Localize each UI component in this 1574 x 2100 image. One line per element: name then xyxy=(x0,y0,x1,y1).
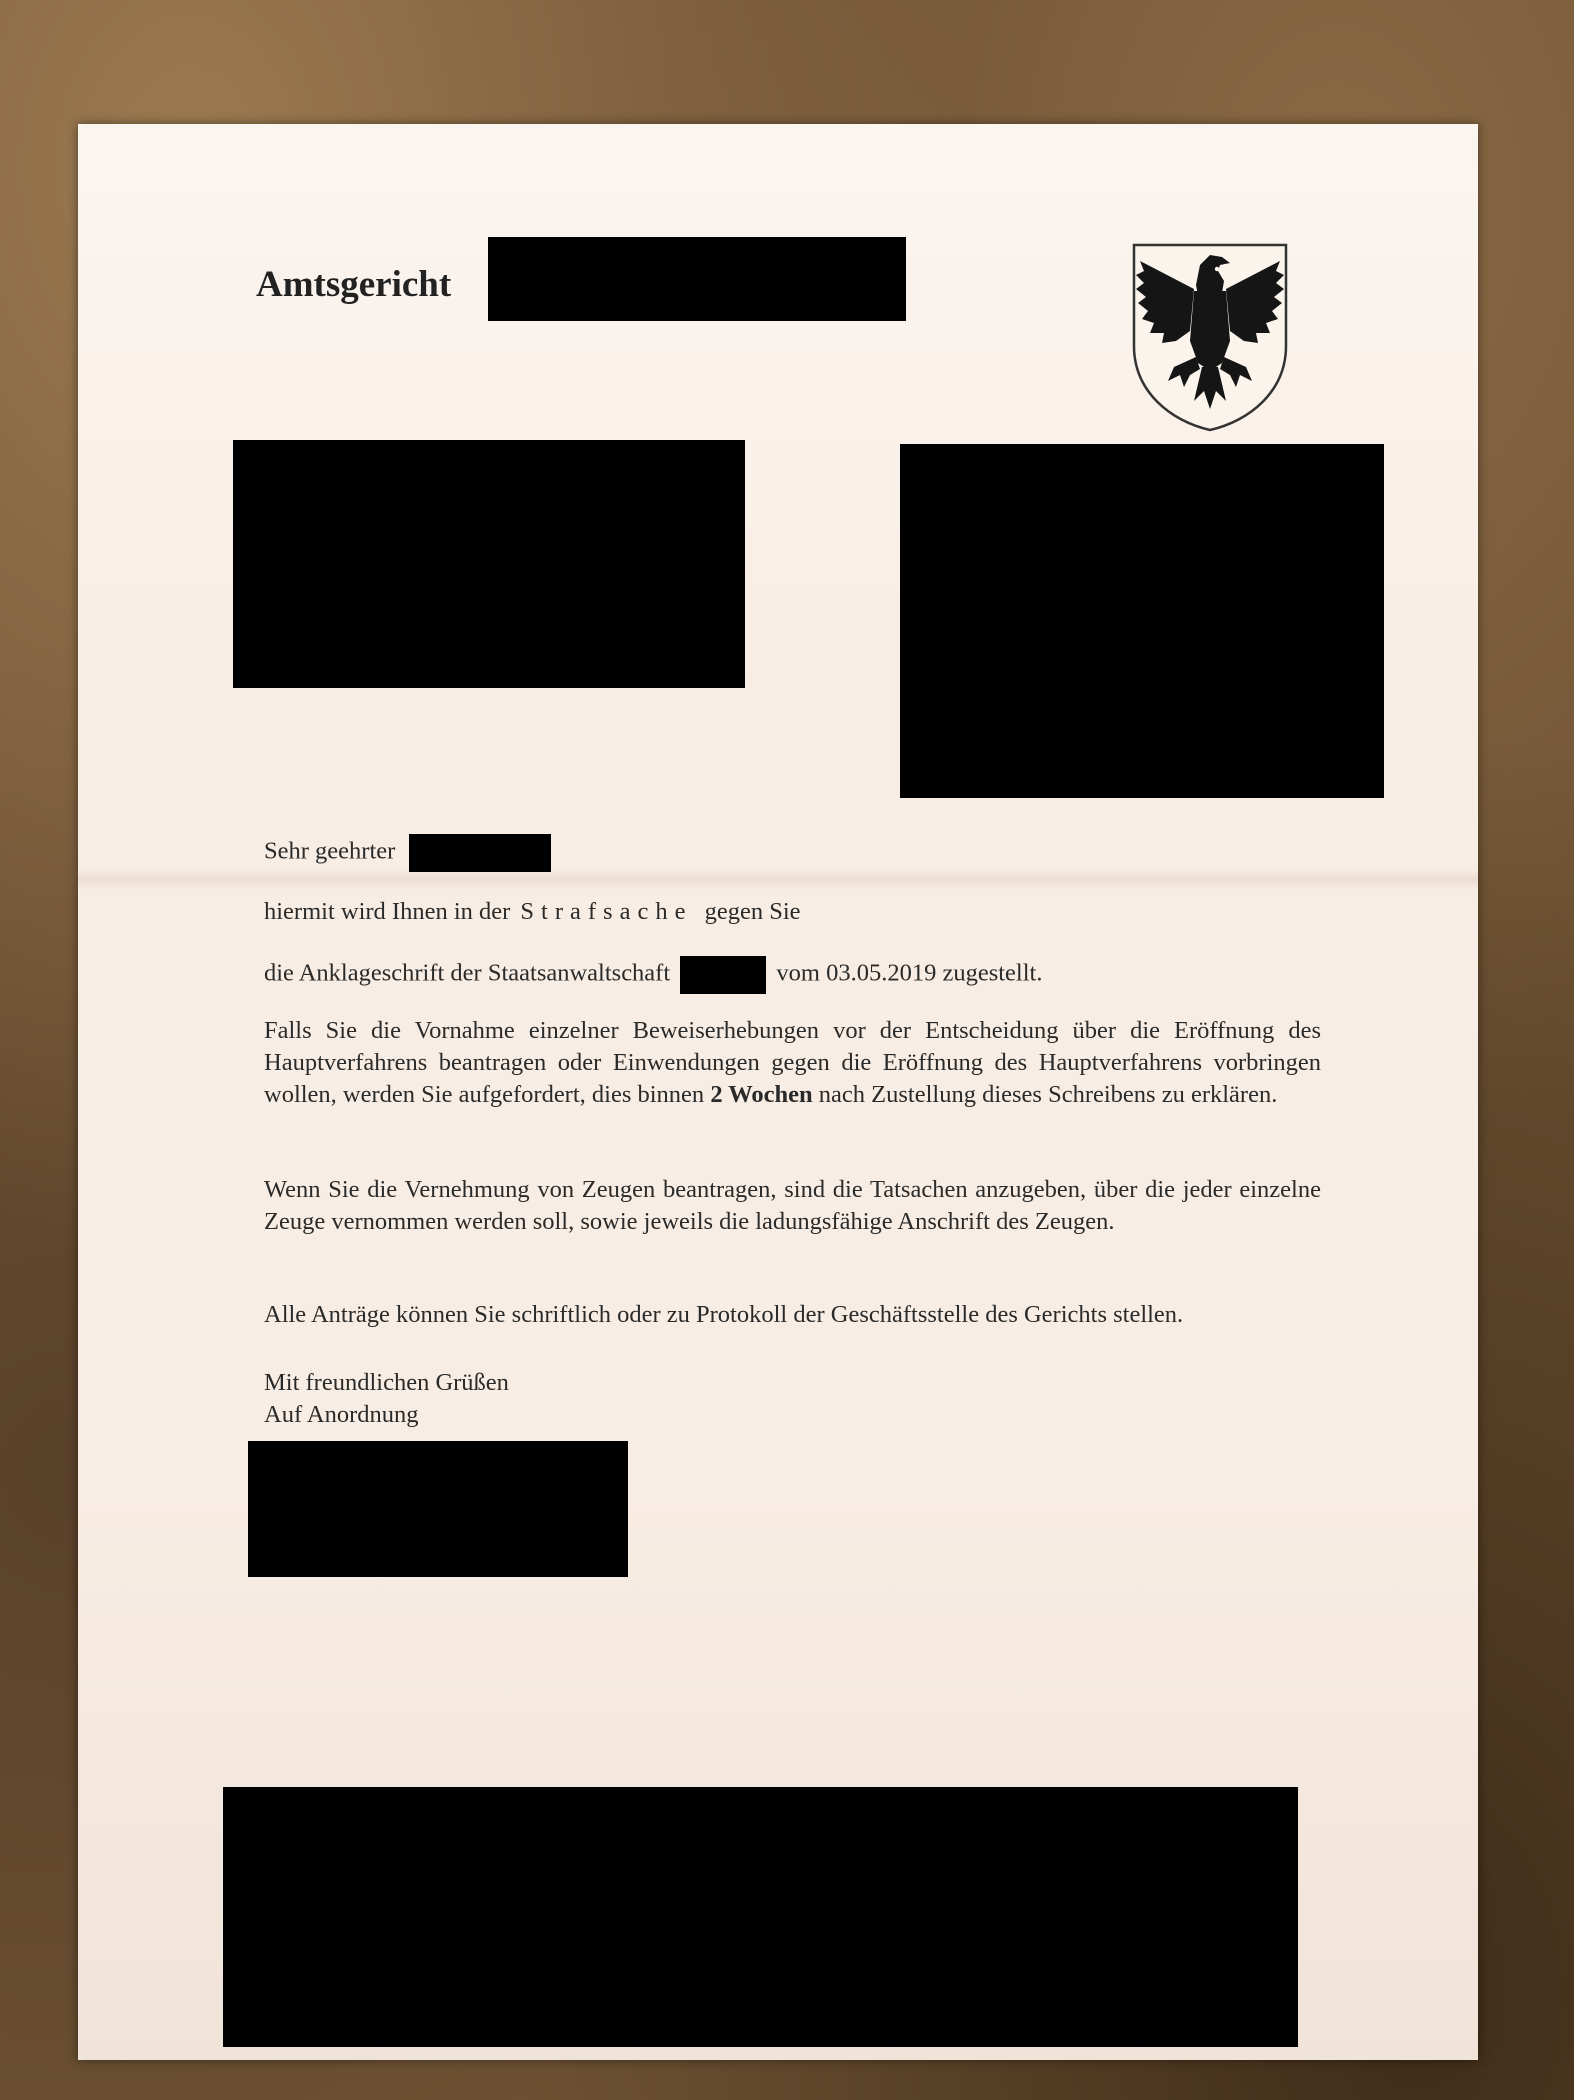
closing-block xyxy=(264,1367,1321,1431)
closing-order: Auf Anordnung xyxy=(264,1401,419,1428)
intro-after: gegen Sie xyxy=(704,898,801,925)
salutation-text: Sehr geehrter xyxy=(264,837,396,865)
paragraph-deadline-before: Falls Sie die Vornahme einzelner Beweiserhebungen vor der Entscheidung über die Eröffnung des Hauptverfahrens beantragen oder Einwendungen gegen die Eröffnung des Hauptverfahrens vorbringen wollen, werden Sie aufgefordert, dies binnen xyxy=(264,1017,1321,1108)
redaction-prosecutor-office xyxy=(680,956,766,994)
eagle-coat-of-arms-icon xyxy=(1130,241,1290,433)
paragraph-witnesses: Wenn Sie die Vernehmung von Zeugen beantragen, sind die Tatsachen anzugeben, über die jeder einzelne Zeuge vernommen werden soll, sowie jeweils die ladungsfähige Anschrift des Zeugen. xyxy=(264,1176,1321,1235)
deadline-period: 2 Wochen xyxy=(710,1081,813,1108)
court-label: Amtsgericht xyxy=(256,264,452,305)
redaction-signature xyxy=(248,1441,628,1577)
indictment-line xyxy=(264,956,1321,994)
indictment-before: die Anklageschrift der Staatsanwaltschaft xyxy=(264,959,671,987)
paragraph-deadline xyxy=(264,1015,1321,1111)
redaction-recipient-name xyxy=(409,834,551,872)
indictment-after: vom 03.05.2019 zugestellt. xyxy=(776,959,1043,987)
redaction-footer xyxy=(223,1787,1298,2047)
court-heading xyxy=(256,263,451,306)
redaction-sender-block xyxy=(233,440,745,688)
salutation xyxy=(264,834,1321,872)
paragraph-deadline-after: nach Zustellung dieses Schreibens zu erklären. xyxy=(818,1081,1278,1108)
intro-line xyxy=(264,896,1321,928)
redaction-recipient-block xyxy=(900,444,1384,798)
intro-before: hiermit wird Ihnen in der xyxy=(264,898,511,925)
redaction-court-name xyxy=(488,237,906,321)
closing-text: Mit freundlichen Grüßen xyxy=(264,1369,509,1396)
letter-paper xyxy=(78,124,1478,2060)
paragraph-requests: Alle Anträge können Sie schriftlich oder zu Protokoll der Geschäftsstelle des Gerichts stellen. xyxy=(264,1301,1184,1328)
case-type: Strafsache xyxy=(520,898,693,925)
